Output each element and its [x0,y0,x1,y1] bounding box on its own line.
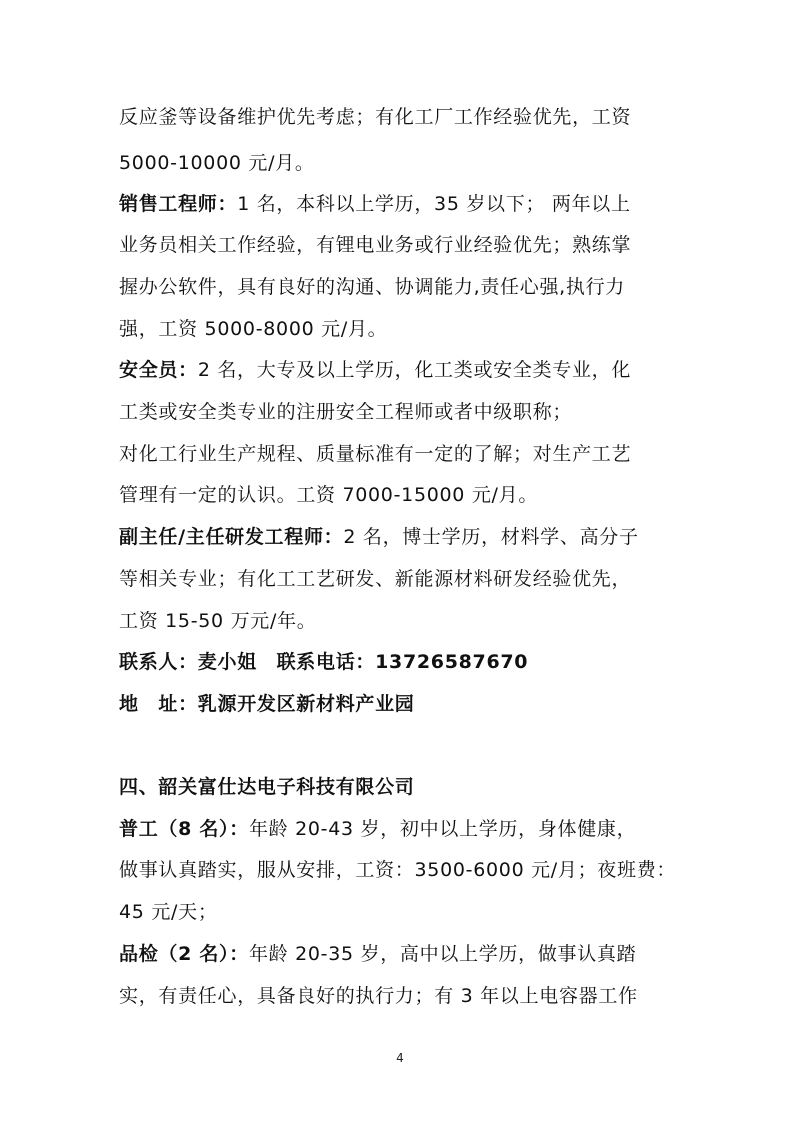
text-line: 业务员相关工作经验，有锂电业务或行业经验优先；熟练掌 [119,234,632,256]
job-title-line: 销售工程师：1 名，本科以上学历，35 岁以下； 两年以上 [119,193,631,215]
job-title-line: 品检（2 名）：年龄 20-35 岁，高中以上学历，做事认真踏 [119,943,637,965]
text-line: 工类或安全类专业的注册安全工程师或者中级职称； [119,401,573,423]
contact-line: 联系人：麦小姐 联系电话：13726587670 [119,651,529,673]
text-line: 等相关专业；有化工工艺研发、新能源材料研发经验优先， [119,568,632,590]
text-line: 反应釜等设备维护优先考虑；有化工厂工作经验优先，工资 [119,106,632,128]
text-line: 强，工资 5000-8000 元/月。 [119,318,388,340]
text-line: 45 元/天； [119,901,218,923]
address-line: 地 址：乳源开发区新材料产业园 [119,693,415,715]
text-line: 工资 15-50 万元/年。 [119,610,317,632]
job-title-line: 普工（8 名）：年龄 20-43 岁，初中以上学历，身体健康， [119,818,637,840]
page-number: 4 [396,1051,404,1065]
text-line: 5000-10000 元/月。 [119,152,315,174]
job-title-line: 安全员：2 名，大专及以上学历，化工类或安全类专业，化 [119,359,632,381]
text-line: 握办公软件，具有良好的沟通、协调能力,责任心强,执行力 [119,276,625,298]
text-line: 管理有一定的认识。工资 7000-15000 元/月。 [119,484,539,506]
section-heading: 四、韶关富仕达电子科技有限公司 [119,776,415,798]
text-line: 实，有责任心，具备良好的执行力；有 3 年以上电容器工作 [119,985,638,1007]
text-line: 对化工行业生产规程、质量标准有一定的了解；对生产工艺 [119,443,632,465]
job-title-line: 副主任/主任研发工程师：2 名，博士学历，材料学、高分子 [119,526,639,548]
text-line: 做事认真踏实，服从安排，工资：3500-6000 元/月；夜班费： [119,859,677,881]
